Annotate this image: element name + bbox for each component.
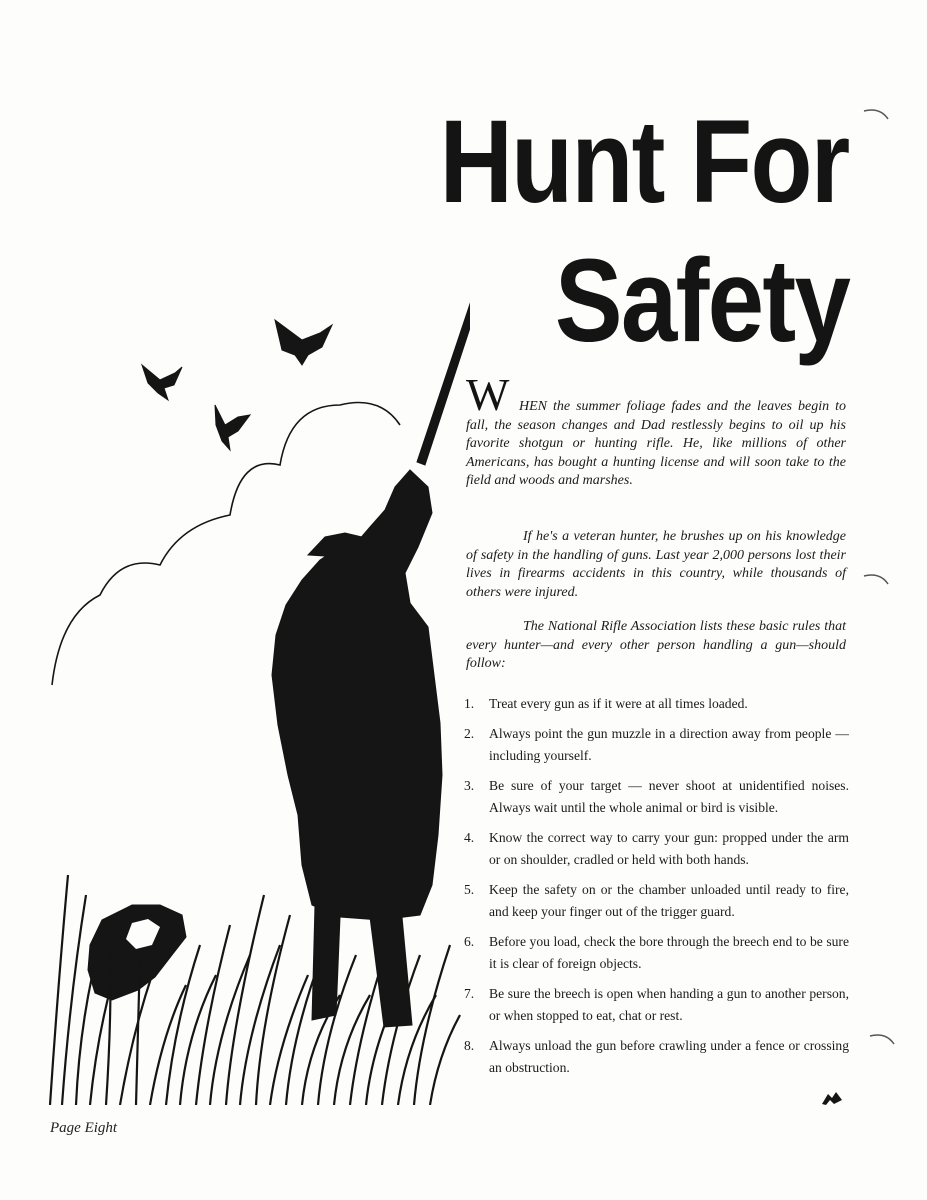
- intro-paragraph-2: If he's a veteran hunter, he brushes up on his knowledge of safety in the handling of guns. Last year 2,000 persons lost their lives in firearms accidents in this country, while thousands of others were injured.: [466, 529, 846, 600]
- rule-number: 6.: [464, 934, 475, 949]
- rule-item: [464, 775, 849, 819]
- rule-text: Be sure the breech is open when handing a gun to another person, or when stopped to eat, chat or rest.: [489, 986, 849, 1023]
- duck-icon: [275, 320, 332, 365]
- hunter-illustration: [40, 255, 470, 1105]
- rule-text: Know the correct way to carry your gun: propped under the arm or on shoulder, cradled or held with both hands.: [489, 830, 849, 867]
- rule-number: 8.: [464, 1038, 475, 1053]
- binder-hole-mark-icon: [868, 1030, 898, 1050]
- duck-icon: [142, 365, 182, 400]
- rule-text: Keep the safety on or the chamber unloaded until ready to fire, and keep your finger out of the trigger guard.: [489, 882, 849, 919]
- rule-item: [464, 1035, 849, 1079]
- rule-text: Always point the gun muzzle in a direction away from people — including yourself.: [489, 726, 849, 763]
- intro-paragraph-1: [466, 398, 846, 491]
- title-line-2: Safety: [554, 235, 849, 367]
- rule-number: 1.: [464, 696, 475, 711]
- title-line-1: Hunt For: [440, 96, 849, 228]
- rule-text: Before you load, check the bore through the breech end to be sure it is clear of foreign objects.: [489, 934, 849, 971]
- rule-item: [464, 931, 849, 975]
- dog-icon: [88, 905, 186, 1000]
- rule-item: [464, 983, 849, 1027]
- rule-number: 4.: [464, 830, 475, 845]
- hunter-hat: [308, 533, 362, 557]
- rule-text: Treat every gun as if it were at all times loaded.: [489, 696, 748, 711]
- rule-text: Always unload the gun before crawling under a fence or crossing an obstruction.: [489, 1038, 849, 1075]
- shotgun-icon: [417, 265, 470, 465]
- end-mark-icon: [820, 1090, 844, 1106]
- rule-text: Be sure of your target — never shoot at unidentified noises. Always wait until the whole animal or bird is visible.: [489, 778, 849, 815]
- rule-item: [464, 879, 849, 923]
- rule-item: [464, 827, 849, 871]
- drop-cap: W: [466, 369, 510, 420]
- page-number: Page Eight: [50, 1120, 118, 1136]
- duck-icon: [215, 405, 250, 450]
- binder-hole-mark-icon: [862, 105, 892, 125]
- rule-item: [464, 693, 849, 715]
- rule-number: 7.: [464, 986, 475, 1001]
- intro-paragraph-1-text: HEN the summer foliage fades and the leaves begin to fall, the season changes and Dad restlessly begins to oil up his favorite shotgun or hunting rifle. He, like millions of other Americans, has bought a hunting license and will soon take to the field and woods and marshes.: [466, 399, 846, 489]
- rule-item: [464, 723, 849, 767]
- safety-rules-list: [464, 693, 849, 1079]
- binder-hole-mark-icon: [862, 570, 892, 590]
- rule-number: 2.: [464, 726, 475, 741]
- rule-number: 5.: [464, 882, 475, 897]
- intro-paragraph-3: The National Rifle Association lists these basic rules that every hunter—and every other person handling a gun—should follow:: [466, 619, 846, 672]
- rule-number: 3.: [464, 778, 475, 793]
